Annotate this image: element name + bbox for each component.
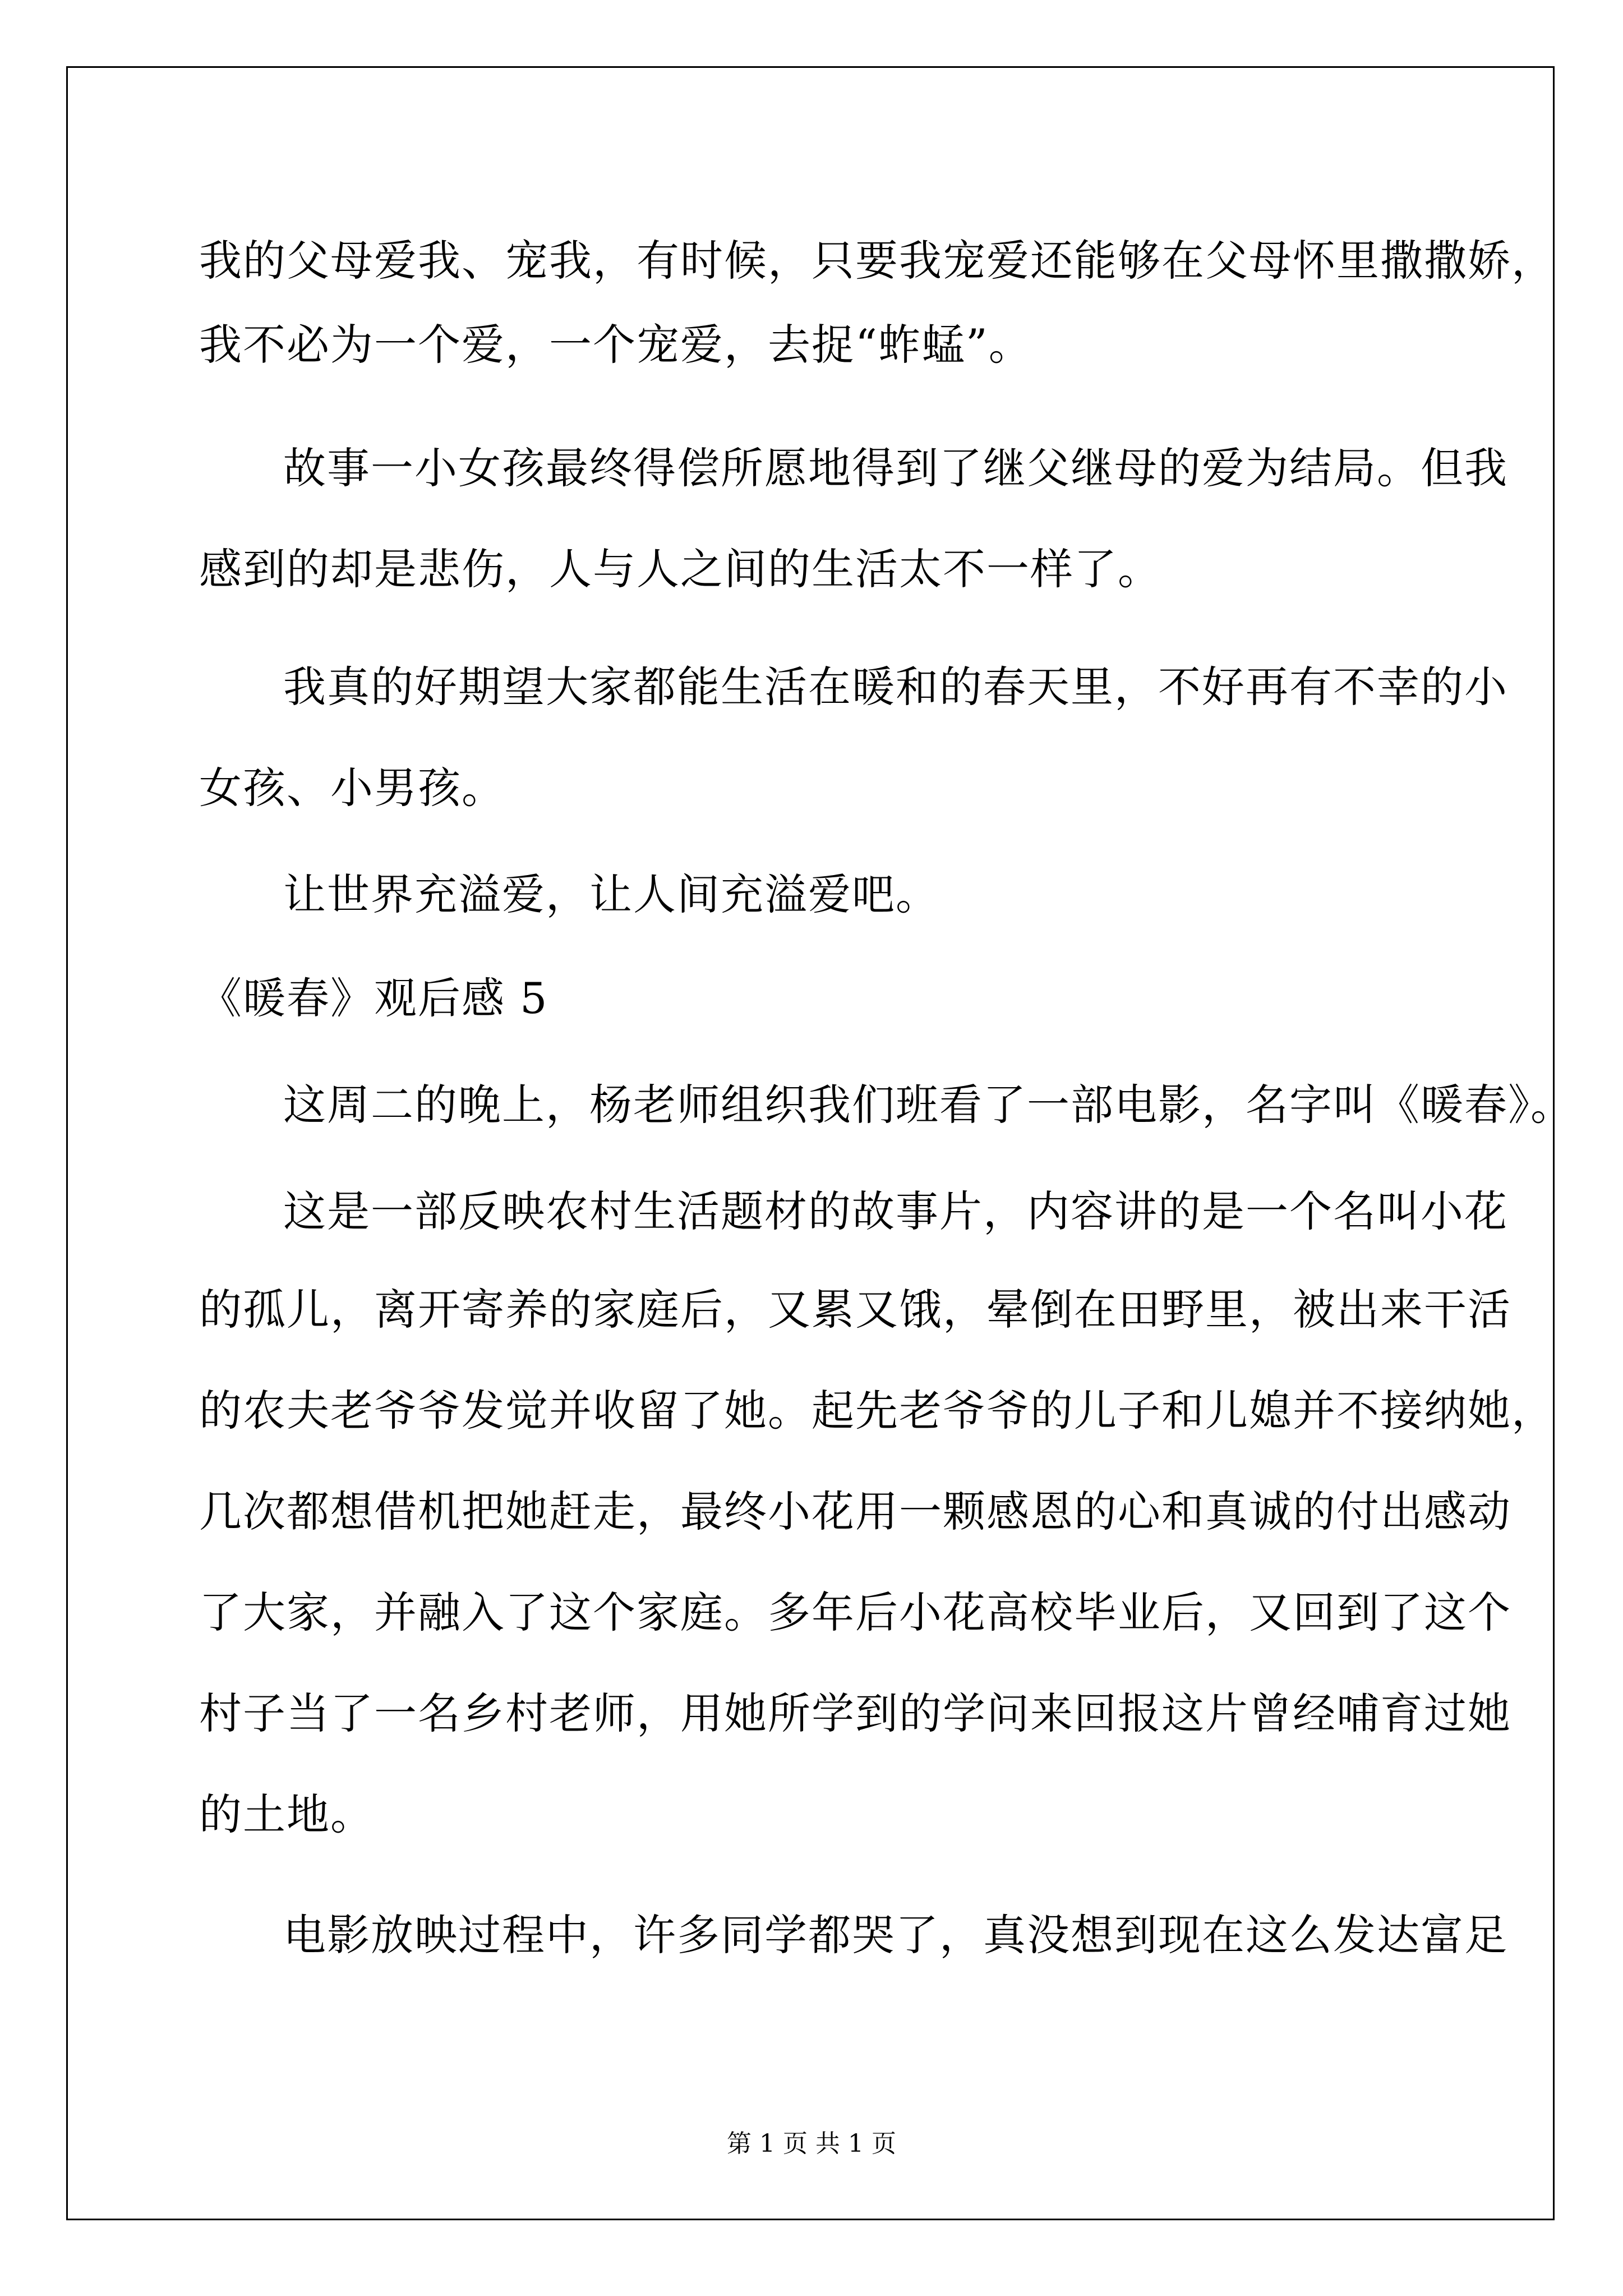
page-border <box>66 66 1555 2220</box>
text-line-10: 这是一部反映农村生活题材的故事片，内容讲的是一个名叫小花 <box>283 1186 1508 1236</box>
section-heading: 《暖春》观后感 5 <box>199 973 548 1023</box>
text-line-2: 我不必为一个爱，一个宠爱，去捉“蚱蜢”。 <box>199 320 1032 370</box>
text-line-14: 了大家，并融入了这个家庭。多年后小花高校毕业后，又回到了这个 <box>199 1588 1511 1637</box>
text-line-3: 故事一小女孩最终得偿所愿地得到了继父继母的爱为结局。但我 <box>283 443 1508 493</box>
text-line-16: 的土地。 <box>199 1789 374 1839</box>
text-line-5: 我真的好期望大家都能生活在暖和的春天里，不好再有不幸的小 <box>283 662 1508 712</box>
text-line-6: 女孩、小男孩。 <box>199 763 505 813</box>
text-line-15: 村子当了一名乡村老师，用她所学到的学问来回报这片曾经哺育过她 <box>199 1688 1511 1738</box>
text-line-1: 我的父母爱我、宠我，有时候，只要我宠爱还能够在父母怀里撒撒娇， <box>199 236 1555 286</box>
text-line-13: 几次都想借机把她赶走，最终小花用一颗感恩的心和真诚的付出感动 <box>199 1487 1511 1536</box>
page-number-footer: 第 1 页 共 1 页 <box>727 2129 896 2158</box>
text-line-7: 让世界充溢爱，让人间充溢爱吧。 <box>283 869 939 919</box>
text-line-4: 感到的却是悲伤，人与人之间的生活太不一样了。 <box>199 544 1161 594</box>
text-line-9: 这周二的晚上，杨老师组织我们班看了一部电影，名字叫《暖春》。 <box>283 1080 1574 1130</box>
text-line-17: 电影放映过程中，许多同学都哭了，真没想到现在这么发达富足 <box>283 1910 1508 1960</box>
text-line-11: 的孤儿，离开寄养的家庭后，又累又饿，晕倒在田野里，被出来干活 <box>199 1285 1511 1335</box>
text-line-12: 的农夫老爷爷发觉并收留了她。起先老爷爷的儿子和儿媳并不接纳她， <box>199 1386 1555 1435</box>
